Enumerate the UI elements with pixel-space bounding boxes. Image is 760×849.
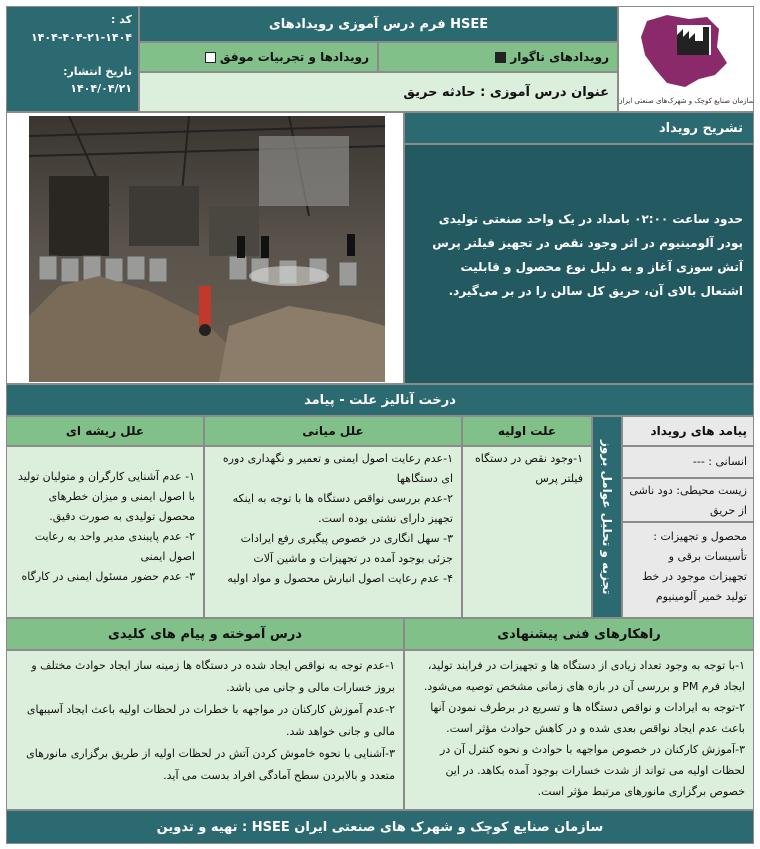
lessons-heading: درس آموخته و پیام های کلیدی	[6, 618, 404, 650]
date-label: تاریخ انتشار:	[63, 65, 132, 78]
meta-block	[6, 6, 139, 112]
incident-photo-frame	[6, 112, 404, 384]
organization-logo	[618, 6, 754, 112]
incident-type-unfortunate-label: رویدادهای ناگوار	[510, 50, 609, 64]
checkbox-checked-icon	[495, 52, 506, 63]
logo-caption: سازمان صنایع کوچک و شهرک‌های صنعتی ایران	[619, 97, 753, 105]
event-heading: تشریح رویداد	[404, 112, 754, 144]
code-row	[13, 11, 132, 47]
intermediate-causes-header: علل میانی	[204, 416, 462, 446]
list-item: ۲-توجه به ایرادات و نواقص دستگاه ها و تسریع در برطرف نمودن آنها باعث عدم ایجاد نواقص بعدی شده و در کاهش حوادث مؤثر است.	[430, 701, 745, 735]
list-item: ۳- سهل انگاری در خصوص پیگیری رفع ایرادات جزئی بوجود آمده در تجهیزات و ماشین آلات	[240, 532, 453, 565]
date-value: ۱۴۰۴/۰۴/۲۱	[70, 82, 132, 95]
incident-photo-icon	[29, 116, 385, 382]
list-item: ۲- عدم پایبندی مدیر واحد به رعایت اصول ایمنی	[34, 530, 195, 563]
list-item: ۲-عدم آموزش کارکنان در مواجهه با خطرات در لحظات اولیه باعث ایجاد آسیبهای مالی و جانی خواهد شد.	[26, 703, 395, 738]
code-label: کد :	[111, 13, 132, 26]
consequence-environment: زیست محیطی: دود ناشی از حریق	[622, 478, 754, 522]
incident-type-unfortunate	[378, 42, 618, 72]
consequence-human: انسانی : ---	[622, 446, 754, 478]
root-causes-list	[6, 446, 204, 618]
analysis-vertical-label: تجزیه و تحلیل عوامل بروز	[600, 439, 614, 595]
incident-type-success	[139, 42, 378, 72]
lessons-list	[6, 650, 404, 810]
list-item: ۱-با توجه به وجود تعداد زیادی از دستگاه ها و تجهیزات در فرایند تولید، ایجاد فرم PM و بررسی آن در بازه های زمانی مشخص توصیه می‌شود.	[423, 659, 745, 693]
consequences-header: پیامد های رویداد	[622, 416, 754, 446]
lesson-title: عنوان درس آموزی : حادثه حریق	[139, 72, 618, 112]
date-row	[13, 63, 132, 81]
list-item: ۲-عدم بررسی نواقص دستگاه ها با توجه به اینکه تجهیز دارای نشتی بوده است.	[232, 492, 453, 525]
code-value: ۱۴۰۴-۲۱-۴۰۴-۱۴۰۴	[30, 31, 132, 44]
checkbox-unchecked-icon	[205, 52, 216, 63]
consequence-equipment: محصول و تجهیزات : تأسیسات برقی و تجهیزات موجود در خط تولید خمیر آلومینیوم	[622, 522, 754, 618]
analysis-vertical-label-cell	[592, 416, 622, 618]
cause-tree-heading: درخت آنالیز علت - پیامد	[6, 384, 754, 416]
recommendations-list	[404, 650, 754, 810]
root-causes-header: علل ریشه ای	[6, 416, 204, 446]
list-item: ۱-عدم رعایت اصول ایمنی و تعمیر و نگهداری دوره ای دستگاهها	[222, 452, 453, 485]
list-item: ۱- عدم آشنایی کارگران و متولیان تولید با اصول ایمنی و میزان خطرهای محصول تولیدی به صورت دقیق.	[17, 470, 195, 523]
list-item: ۱-عدم توجه به نواقص ایجاد شده در دستگاه ها زمینه ساز ایجاد حوادث مختلف و بروز خسارات مالی و جانی می باشد.	[31, 659, 395, 694]
intermediate-causes-list	[204, 446, 462, 618]
form-title: فرم درس آموزی رویدادهای HSEE	[139, 6, 618, 42]
incident-type-success-label: رویدادها و تجربیات موفق	[219, 50, 369, 64]
event-description: حدود ساعت ۰۲:۰۰ بامداد در یک واحد صنعتی تولیدی پودر آلومینیوم در اثر وجود نقص در تجهیز فیلتر پرس آتش سوزی آغاز و به دلیل نوع محصول و قابلیت اشتعال بالای آن، حریق کل سالن را در بر می‌گیرد.	[404, 144, 754, 384]
footer-credit: تهیه و تدوین : HSEE سازمان صنایع کوچک و شهرک های صنعتی ایران	[6, 810, 754, 844]
list-item: ۴- عدم رعایت اصول انبارش محصول و مواد اولیه	[227, 572, 453, 585]
primary-cause-header: علت اولیه	[462, 416, 592, 446]
primary-cause-text: ۱-وجود نقص در دستگاه فیلتر پرس	[462, 446, 592, 618]
list-item: ۳-آشنایی با نحوه خاموش کردن آتش در لحظات اولیه از طریق برگزاری مانورهای متعدد و بالابردن سطح آمادگی افراد بدست می آید.	[26, 747, 395, 782]
list-item: ۳-آموزش کارکنان در خصوص مواجهه با حوادث و نحوه کنترل آن در لحظات اولیه می تواند از شدت خسارات بوجود آمده بکاهد. در این خصوص برگزاری مانورهای مرتبط مؤثر است.	[440, 743, 745, 798]
list-item: ۳- عدم حضور مسئول ایمنی در کارگاه	[21, 570, 195, 583]
logo-map-icon	[619, 7, 753, 111]
recommendations-heading: راهکارهای فنی پیشنهادی	[404, 618, 754, 650]
